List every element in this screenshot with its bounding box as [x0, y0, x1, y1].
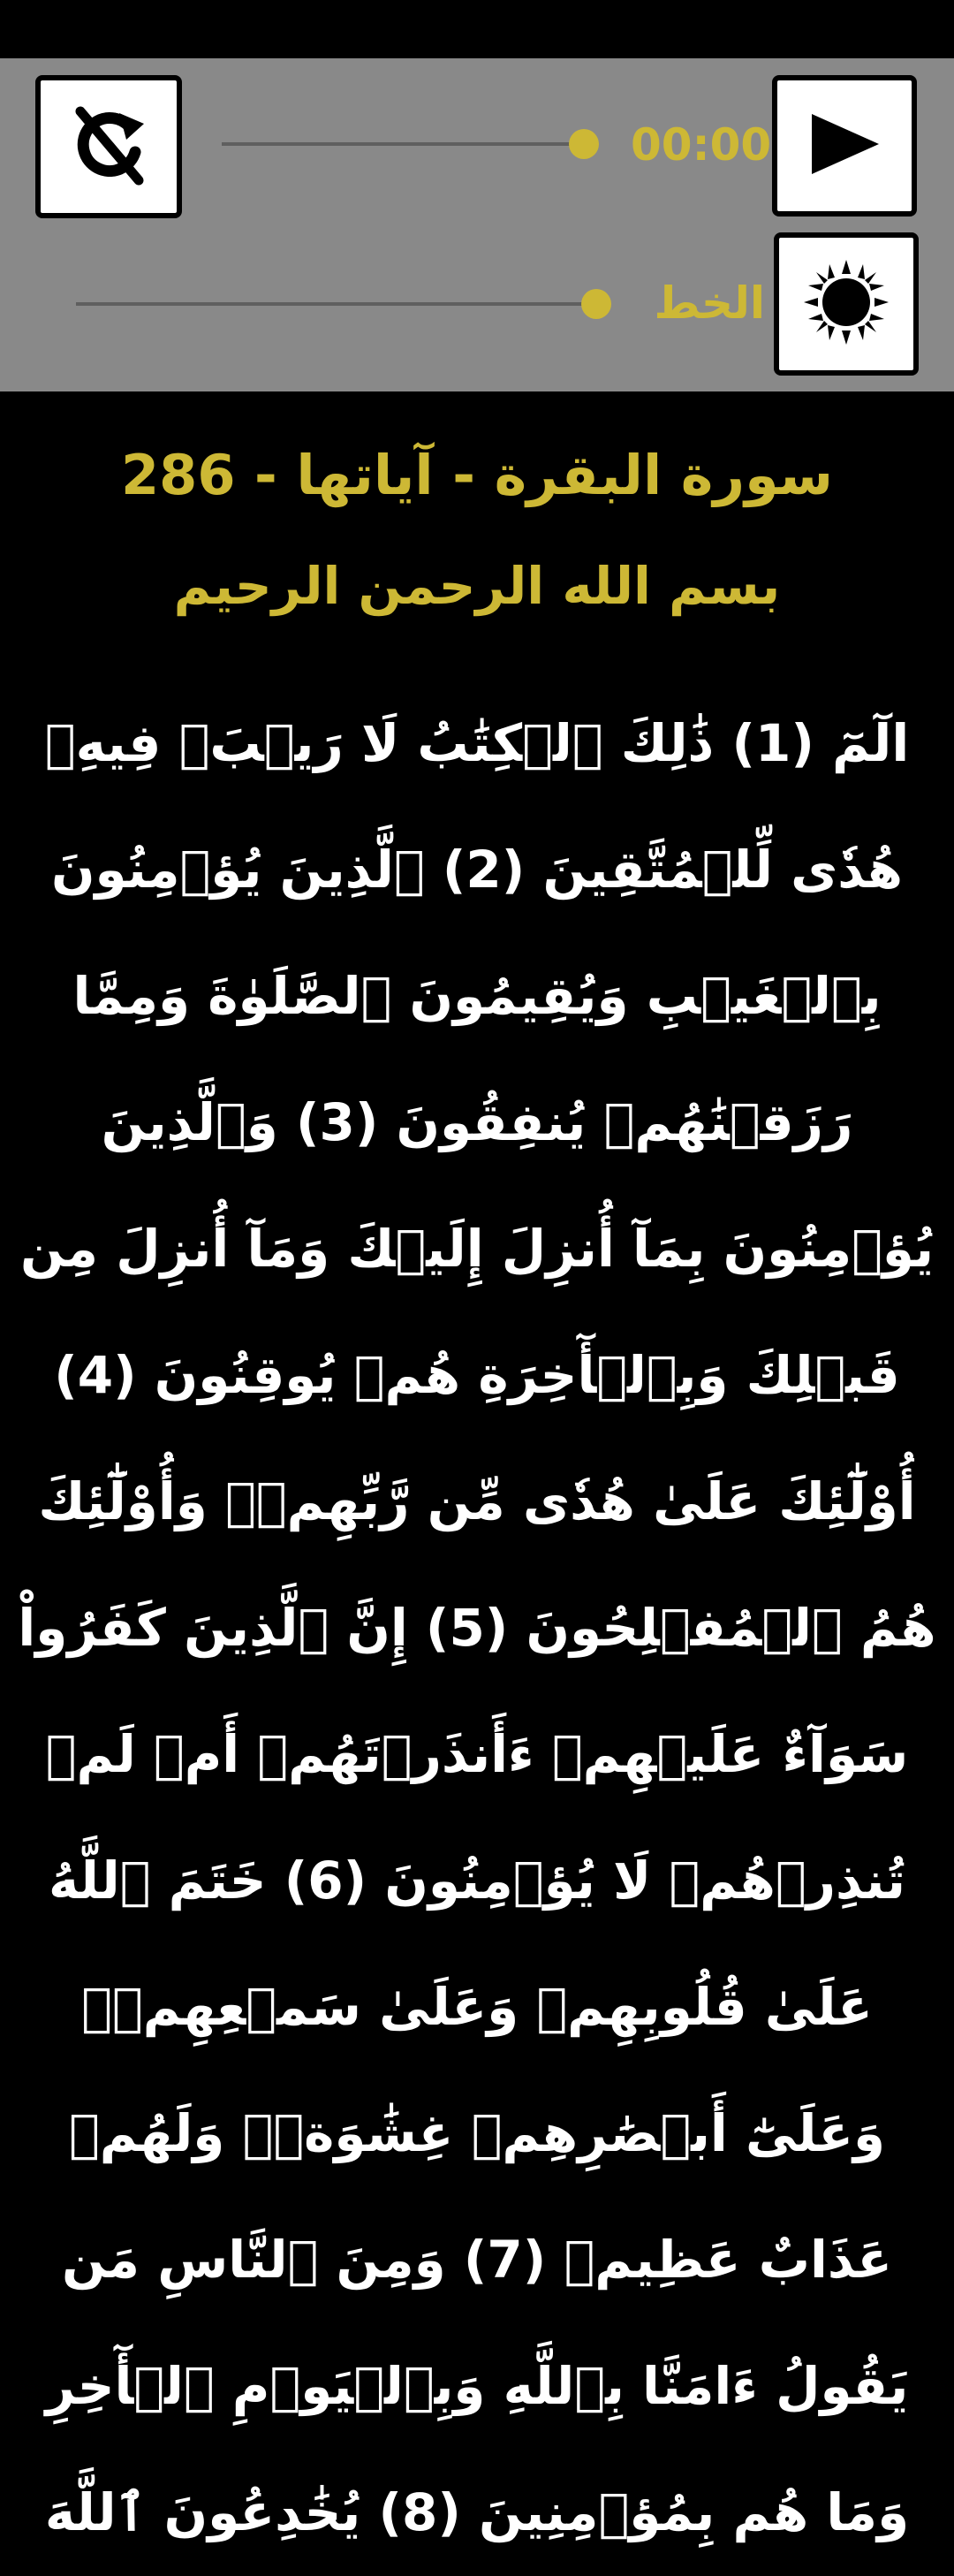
- audio-seek-thumb[interactable]: [569, 129, 599, 159]
- font-size-slider[interactable]: [76, 302, 597, 306]
- play-button[interactable]: [772, 75, 917, 217]
- sun-icon: [800, 256, 892, 352]
- play-icon: [805, 109, 884, 183]
- status-bar: [0, 0, 954, 58]
- repeat-button[interactable]: [35, 75, 182, 218]
- repeat-off-icon: [64, 101, 153, 193]
- font-size-label: الخط: [654, 277, 765, 329]
- basmala: بسم الله الرحمن الرحيم: [173, 556, 781, 616]
- audio-seek-bar[interactable]: [222, 142, 584, 146]
- font-size-thumb[interactable]: [581, 289, 611, 319]
- verses-text: الٓمٓ (1) ذَٰلِكَ ٱلۡكِتَٰبُ لَا رَيۡبَۛ فِيهِۛ هُدٗى لِّلۡمُتَّقِينَ (2) ٱلَّذِينَ يُؤۡمِنُونَ بِٱلۡغَيۡبِ وَيُقِيمُونَ ٱلصَّلَوٰةَ وَمِمَّا رَزَقۡنَٰهُمۡ يُنفِقُونَ (3) وَٱلَّذِينَ يُؤۡمِنُونَ بِمَآ أُنزِلَ إِلَيۡكَ وَمَآ أُنزِلَ مِن قَبۡلِكَ وَبِٱلۡأٓخِرَةِ هُمۡ يُوقِنُونَ (4) أُوْلَٰٓئِكَ عَلَىٰ هُدٗى مِّن رَّبِّهِمۡۖ وَأُوْلَٰٓئِكَ هُمُ ٱلۡمُفۡلِحُونَ (5) إِنَّ ٱلَّذِينَ كَفَرُواْ سَوَآءٌ عَلَيۡهِمۡ ءَأَنذَرۡتَهُمۡ أَمۡ لَمۡ تُنذِرۡهُمۡ لَا يُؤۡمِنُونَ (6) خَتَمَ ٱللَّهُ عَلَىٰ قُلُوبِهِمۡ وَعَلَىٰ سَمۡعِهِمۡۖ وَعَلَىٰٓ أَبۡصَٰرِهِمۡ غِشَٰوَةٞۖ وَلَهُمۡ عَذَابٌ عَظِيمٞ (7) وَمِنَ ٱلنَّاسِ مَن يَقُولُ ءَامَنَّا بِٱللَّهِ وَبِٱلۡيَوۡمِ ٱلۡأٓخِرِ وَمَا هُم بِمُؤۡمِنِينَ (8) يُخَٰدِعُونَ ٱللَّهَ: [18, 713, 936, 2542]
- player-controls-panel: [0, 58, 954, 391]
- playback-time: 00:00: [631, 119, 772, 171]
- surah-title: سورة البقرة - آياتها - 286: [121, 443, 833, 507]
- brightness-button[interactable]: [774, 232, 919, 376]
